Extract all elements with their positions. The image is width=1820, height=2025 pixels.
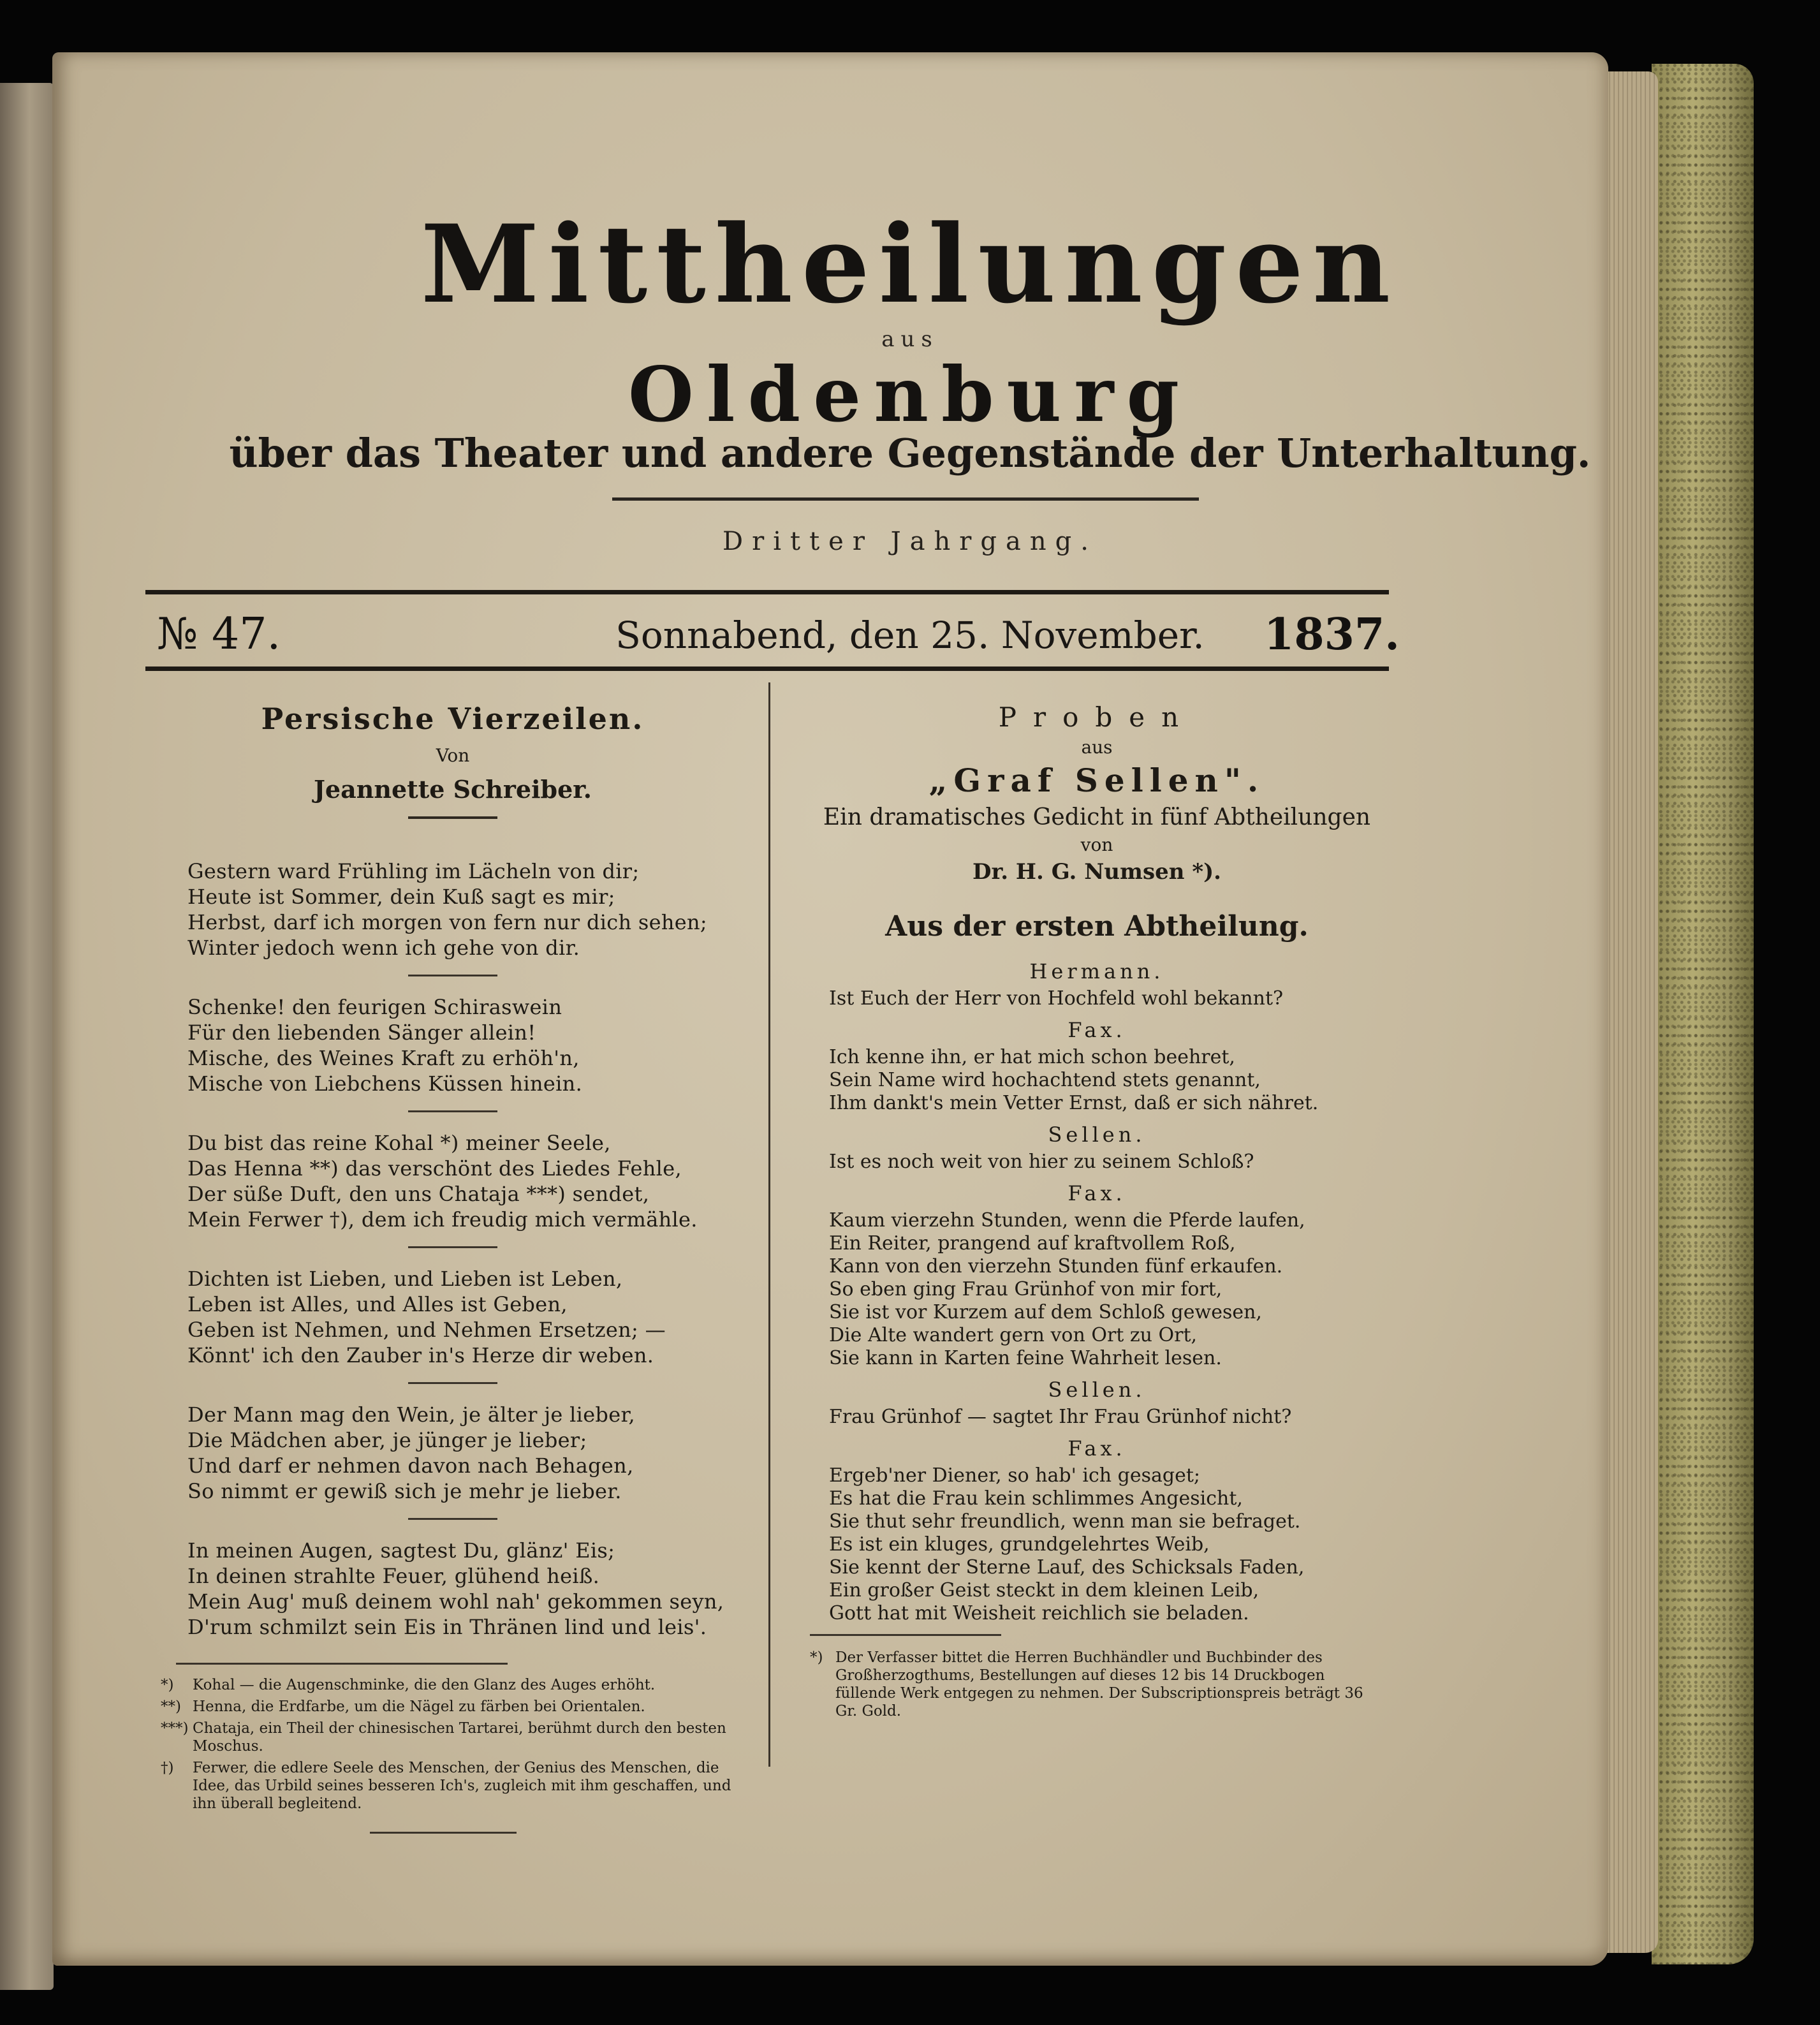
- verse-line: Herbst, darf ich morgen von fern nur dich sehen;: [187, 910, 707, 934]
- play-title: „Graf Sellen".: [928, 762, 1265, 799]
- footnote-text: Der Verfasser bittet die Herren Buchhändler und Buchbinder des Großherzogthums, Bestellungen auf dieses 12 bis 14 Druckbogen füllende Werk entgegen zu nehmen. Der Subscriptionspreis beträgt 36 Gr. Gold.: [835, 1649, 1363, 1719]
- footnote-mark: **): [161, 1698, 181, 1715]
- verse-line: Winter jedoch wenn ich gehe von dir.: [187, 936, 580, 960]
- poem-author: Jeannette Schreiber.: [313, 775, 592, 804]
- dialogue-line: Es ist ein kluges, grundgelehrtes Weib,: [829, 1533, 1210, 1556]
- footnote: [159, 1719, 746, 1755]
- dialogue-line: Ihm dankt's mein Vetter Ernst, daß er sich nähret.: [829, 1092, 1319, 1114]
- dialogue-line: Ich kenne ihn, er hat mich schon beehret,: [829, 1046, 1235, 1068]
- verse-line: Das Henna **) das verschönt des Liedes Fehle,: [187, 1156, 682, 1181]
- footnote-mark: ***): [161, 1720, 189, 1737]
- stanza-divider: [408, 975, 497, 976]
- speech: [810, 1018, 1384, 1115]
- stanza: [187, 1266, 746, 1368]
- end-rule: [370, 1832, 517, 1834]
- section-heading: Aus der ersten Abtheilung.: [885, 910, 1309, 943]
- verse-line: Mische, des Weines Kraft zu erhöh'n,: [187, 1046, 580, 1070]
- speaker-name: Fax.: [1068, 1436, 1126, 1461]
- excerpt-heading: Proben: [998, 702, 1196, 733]
- verse-line: Mein Aug' muß deinem wohl nah' gekommen seyn,: [187, 1589, 724, 1614]
- dialogue-line: So eben ging Frau Grünhof von mir fort,: [829, 1278, 1222, 1300]
- dialogue-line: Sein Name wird hochachtend stets genannt,: [829, 1069, 1261, 1091]
- left-column: [159, 702, 746, 1834]
- play-subtitle: Ein dramatisches Gedicht in fünf Abtheilungen: [823, 804, 1371, 830]
- stanza-divider: [408, 1518, 497, 1520]
- footnote-rule: [810, 1634, 1001, 1636]
- play-author: Dr. H. G. Numsen *).: [972, 859, 1222, 885]
- dialogue-line: Gott hat mit Weisheit reichlich sie beladen.: [829, 1602, 1249, 1624]
- speaker-name: Sellen.: [1048, 1378, 1146, 1402]
- speaker-name: Hermann.: [1029, 959, 1164, 983]
- verse-line: Du bist das reine Kohal *) meiner Seele,: [187, 1131, 611, 1155]
- dialogue-line: Frau Grünhof — sagtet Ihr Frau Grünhof nicht?: [829, 1406, 1292, 1428]
- verse-line: Die Mädchen aber, je jünger je lieber;: [187, 1428, 587, 1452]
- speaker-name: Sellen.: [1048, 1123, 1146, 1147]
- speech: [810, 1181, 1384, 1370]
- stanza-divider: [408, 1110, 497, 1112]
- dialogue-line: Sie kennt der Sterne Lauf, des Schicksals Faden,: [829, 1556, 1305, 1579]
- speech: [810, 959, 1384, 1010]
- footnote: [159, 1676, 746, 1694]
- poem-title: Persische Vierzeilen.: [261, 702, 645, 736]
- verse-line: D'rum schmilzt sein Eis in Thränen lind und leis'.: [187, 1615, 707, 1639]
- dialogue-line: Ein großer Geist steckt in dem kleinen Leib,: [829, 1579, 1259, 1602]
- speech: [810, 1123, 1384, 1174]
- dialogue-line: Ist es noch weit von hier zu seinem Schloß?: [829, 1151, 1254, 1173]
- dialogue-line: Ein Reiter, prangend auf kraftvollem Roß,: [829, 1232, 1236, 1255]
- footnote-rule: [176, 1663, 508, 1665]
- dialogue-line: Sie kann in Karten feine Wahrheit lesen.: [829, 1347, 1222, 1369]
- verse-line: In deinen strahlte Feuer, glühend heiß.: [187, 1564, 600, 1588]
- dialogue-line: Kann von den vierzehn Stunden fünf erkaufen.: [829, 1255, 1283, 1278]
- verse-line: Der süße Duft, den uns Chataja ***) sendet,: [187, 1182, 650, 1206]
- speech: [810, 1436, 1384, 1625]
- stanza: [187, 858, 746, 961]
- verse-line: Geben ist Nehmen, und Nehmen Ersetzen; —: [187, 1318, 666, 1342]
- masthead-title: Mittheilungen: [420, 201, 1400, 327]
- stanza: [187, 1402, 746, 1504]
- footnote: [159, 1698, 746, 1716]
- verse-line: Leben ist Alles, und Alles ist Geben,: [187, 1292, 568, 1316]
- verse-line: So nimmt er gewiß sich je mehr je lieber.: [187, 1479, 622, 1503]
- masthead-subtitle: über das Theater und andere Gegenstände der Unterhaltung.: [229, 430, 1591, 476]
- verse-line: Schenke! den feurigen Schiraswein: [187, 995, 562, 1019]
- footnote-text: Kohal — die Augenschminke, die den Glanz des Auges erhöht.: [193, 1677, 656, 1693]
- stanza-divider: [408, 1382, 497, 1384]
- masthead-divider: [612, 497, 1199, 501]
- footnote-mark: *): [161, 1677, 174, 1693]
- footnote-text: Henna, die Erdfarbe, um die Nägel zu färben bei Orientalen.: [193, 1698, 645, 1715]
- verse-line: Der Mann mag den Wein, je älter je lieber,: [187, 1403, 636, 1427]
- dialogue-line: Kaum vierzehn Stunden, wenn die Pferde laufen,: [829, 1209, 1305, 1232]
- issue-bar-bottom-rule: [145, 666, 1389, 671]
- footnote-mark: *): [810, 1649, 823, 1666]
- footnote-text: Chataja, ein Theil der chinesischen Tartarei, berühmt durch den besten Moschus.: [193, 1720, 726, 1755]
- footnote: [159, 1759, 746, 1813]
- issue-number: № 47.: [157, 609, 281, 659]
- dialogue-line: Die Alte wandert gern von Ort zu Ort,: [829, 1324, 1198, 1346]
- stanza: [187, 1130, 746, 1232]
- volume-label: Dritter Jahrgang.: [723, 527, 1097, 556]
- verse-line: Dichten ist Lieben, und Lieben ist Leben,: [187, 1267, 623, 1291]
- footnotes: [159, 1663, 746, 1834]
- masthead-aus: aus: [881, 327, 939, 352]
- stanza: [187, 1538, 746, 1640]
- verse-line: In meinen Augen, sagtest Du, glänz' Eis;: [187, 1538, 615, 1563]
- verse-line: Und darf er nehmen davon nach Behagen,: [187, 1454, 634, 1478]
- speaker-name: Fax.: [1068, 1018, 1126, 1042]
- dialogue-line: Ist Euch der Herr von Hochfeld wohl bekannt?: [829, 987, 1284, 1010]
- speaker-name: Fax.: [1068, 1181, 1126, 1205]
- stanza: [187, 994, 746, 1096]
- verse-line: Mein Ferwer †), dem ich freudig mich vermähle.: [187, 1207, 698, 1232]
- column-divider: [768, 682, 770, 1767]
- footnote-mark: †): [161, 1760, 174, 1776]
- verse-line: Für den liebenden Sänger allein!: [187, 1020, 536, 1045]
- issue-bar-top-rule: [145, 590, 1389, 594]
- stanza-divider: [408, 1246, 497, 1248]
- dialogue-line: Es hat die Frau kein schlimmes Angesicht,: [829, 1487, 1243, 1510]
- issue-date: Sonnabend, den 25. November.: [615, 614, 1205, 657]
- dialogue-line: Sie thut sehr freundlich, wenn man sie befraget.: [829, 1510, 1301, 1533]
- right-column: [810, 702, 1384, 1720]
- masthead-city: Oldenburg: [628, 350, 1192, 439]
- verse-line: Heute ist Sommer, dein Kuß sagt es mir;: [187, 885, 615, 909]
- play-von: von: [1080, 834, 1113, 855]
- excerpt-aus: aus: [1081, 737, 1113, 758]
- dialogue-line: Sie ist vor Kurzem auf dem Schloß gewesen,: [829, 1301, 1262, 1323]
- footnote-text: Ferwer, die edlere Seele des Menschen, der Genius des Menschen, die Idee, das Urbild seines besseren Ich's, zugleich mit ihm geschaffen, und ihn überall begleitend.: [193, 1760, 731, 1812]
- dialogue-line: Ergeb'ner Diener, so hab' ich gesaget;: [829, 1464, 1200, 1487]
- issue-year: 1837.: [1264, 609, 1400, 660]
- verse-line: Könnt' ich den Zauber in's Herze dir weben.: [187, 1343, 654, 1367]
- verse-line: Mische von Liebchens Küssen hinein.: [187, 1071, 583, 1096]
- verse-line: Gestern ward Frühling im Lächeln von dir;: [187, 859, 640, 883]
- poem-by: Von: [436, 745, 470, 766]
- footnote: [810, 1649, 1384, 1720]
- title-rule: [408, 816, 497, 819]
- speech: [810, 1378, 1384, 1429]
